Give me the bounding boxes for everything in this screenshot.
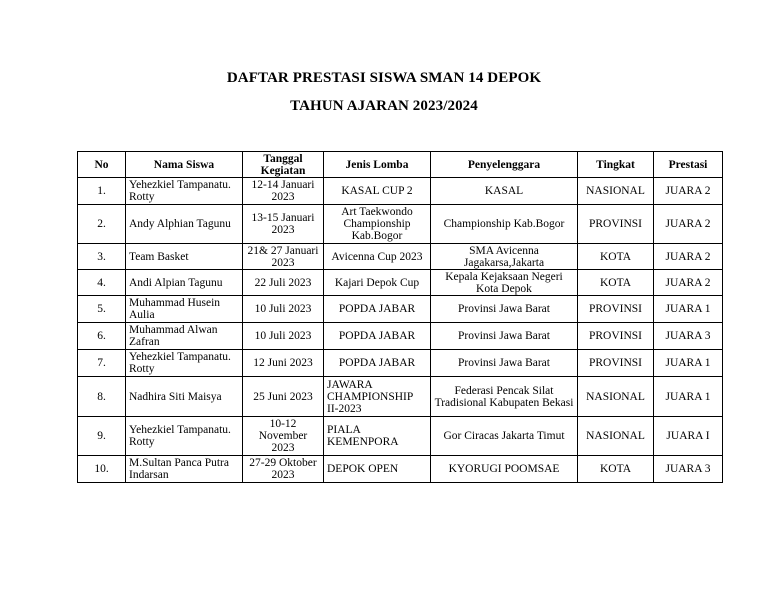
cell-no: 10.: [78, 456, 126, 483]
cell-lomba: JAWARA CHAMPIONSHIP II-2023: [324, 377, 431, 417]
cell-no: 7.: [78, 350, 126, 377]
cell-penyelenggara: KYORUGI POOMSAE: [431, 456, 578, 483]
document-title: DAFTAR PRESTASI SISWA SMAN 14 DEPOK: [226, 70, 542, 86]
cell-no: 5.: [78, 296, 126, 323]
table-row: [78, 456, 723, 483]
cell-no: 8.: [78, 377, 126, 417]
cell-tanggal: 10 Juli 2023: [243, 323, 324, 350]
cell-penyelenggara: Gor Ciracas Jakarta Timut: [431, 417, 578, 456]
cell-prestasi: JUARA 2: [654, 205, 723, 244]
cell-lomba: POPDA JABAR: [324, 350, 431, 377]
cell-lomba: POPDA JABAR: [324, 296, 431, 323]
cell-tanggal: 25 Juni 2023: [243, 377, 324, 417]
cell-penyelenggara: KASAL: [431, 178, 578, 205]
cell-lomba: POPDA JABAR: [324, 323, 431, 350]
table-row: [78, 377, 723, 417]
cell-tingkat: KOTA: [578, 244, 654, 270]
cell-tingkat: KOTA: [578, 456, 654, 483]
cell-nama: Muhammad Alwan Zafran: [126, 323, 243, 350]
table-row: [78, 244, 723, 270]
table-row: [78, 296, 723, 323]
header-tingkat: Tingkat: [578, 152, 654, 178]
cell-nama: Nadhira Siti Maisya: [126, 377, 243, 417]
table-row: [78, 350, 723, 377]
cell-tingkat: PROVINSI: [578, 350, 654, 377]
cell-tingkat: NASIONAL: [578, 178, 654, 205]
cell-penyelenggara: Provinsi Jawa Barat: [431, 296, 578, 323]
table-row: [78, 205, 723, 244]
cell-penyelenggara: Kepala Kejaksaan Negeri Kota Depok: [431, 270, 578, 296]
cell-lomba: DEPOK OPEN: [324, 456, 431, 483]
cell-tingkat: PROVINSI: [578, 323, 654, 350]
cell-no: 4.: [78, 270, 126, 296]
cell-no: 2.: [78, 205, 126, 244]
cell-lomba: KASAL CUP 2: [324, 178, 431, 205]
cell-prestasi: JUARA 2: [654, 244, 723, 270]
table-header-row: [78, 152, 723, 178]
cell-lomba: Avicenna Cup 2023: [324, 244, 431, 270]
cell-tanggal: 27-29 Oktober 2023: [243, 456, 324, 483]
cell-lomba: Kajari Depok Cup: [324, 270, 431, 296]
table-row: [78, 270, 723, 296]
cell-prestasi: JUARA 1: [654, 350, 723, 377]
cell-prestasi: JUARA 2: [654, 178, 723, 205]
cell-nama: Andi Alpian Tagunu: [126, 270, 243, 296]
cell-penyelenggara: SMA Avicenna Jagakarsa,Jakarta: [431, 244, 578, 270]
cell-lomba: PIALA KEMENPORA: [324, 417, 431, 456]
cell-penyelenggara: Provinsi Jawa Barat: [431, 350, 578, 377]
header-jenis-lomba: Jenis Lomba: [324, 152, 431, 178]
header-penyelenggara: Penyelenggara: [431, 152, 578, 178]
cell-tanggal: 10 Juli 2023: [243, 296, 324, 323]
header-prestasi: Prestasi: [654, 152, 723, 178]
cell-tanggal: 12 Juni 2023: [243, 350, 324, 377]
cell-tingkat: PROVINSI: [578, 205, 654, 244]
cell-tanggal: 12-14 Januari 2023: [243, 178, 324, 205]
header-no: No: [78, 152, 126, 178]
cell-prestasi: JUARA 1: [654, 296, 723, 323]
table-row: [78, 417, 723, 456]
cell-nama: Andy Alphian Tagunu: [126, 205, 243, 244]
cell-penyelenggara: Provinsi Jawa Barat: [431, 323, 578, 350]
cell-lomba: Art Taekwondo Championship Kab.Bogor: [324, 205, 431, 244]
cell-prestasi: JUARA 3: [654, 323, 723, 350]
cell-nama: Muhammad Husein Aulia: [126, 296, 243, 323]
cell-prestasi: JUARA I: [654, 417, 723, 456]
cell-prestasi: JUARA 3: [654, 456, 723, 483]
cell-prestasi: JUARA 1: [654, 377, 723, 417]
cell-prestasi: JUARA 2: [654, 270, 723, 296]
cell-tingkat: NASIONAL: [578, 377, 654, 417]
cell-tanggal: 22 Juli 2023: [243, 270, 324, 296]
cell-no: 1.: [78, 178, 126, 205]
cell-tingkat: KOTA: [578, 270, 654, 296]
cell-tanggal: 21& 27 Januari 2023: [243, 244, 324, 270]
table-row: [78, 323, 723, 350]
cell-tingkat: PROVINSI: [578, 296, 654, 323]
cell-nama: Yehezkiel Tampanatu. Rotty: [126, 350, 243, 377]
header-nama-siswa: Nama Siswa: [126, 152, 243, 178]
cell-penyelenggara: Federasi Pencak Silat Tradisional Kabupaten Bekasi: [431, 377, 578, 417]
achievement-table: [77, 151, 723, 483]
cell-nama: M.Sultan Panca Putra Indarsan: [126, 456, 243, 483]
cell-nama: Yehezkiel Tampanatu. Rotty: [126, 178, 243, 205]
cell-no: 9.: [78, 417, 126, 456]
cell-tanggal: 10-12 November 2023: [243, 417, 324, 456]
cell-nama: Yehezkiel Tampanatu. Rotty: [126, 417, 243, 456]
cell-no: 6.: [78, 323, 126, 350]
cell-tanggal: 13-15 Januari 2023: [243, 205, 324, 244]
header-tanggal-kegiatan: Tanggal Kegiatan: [243, 152, 324, 178]
cell-tingkat: NASIONAL: [578, 417, 654, 456]
table-row: [78, 178, 723, 205]
document-subtitle: TAHUN AJARAN 2023/2024: [290, 98, 478, 114]
cell-penyelenggara: Championship Kab.Bogor: [431, 205, 578, 244]
cell-nama: Team Basket: [126, 244, 243, 270]
cell-no: 3.: [78, 244, 126, 270]
